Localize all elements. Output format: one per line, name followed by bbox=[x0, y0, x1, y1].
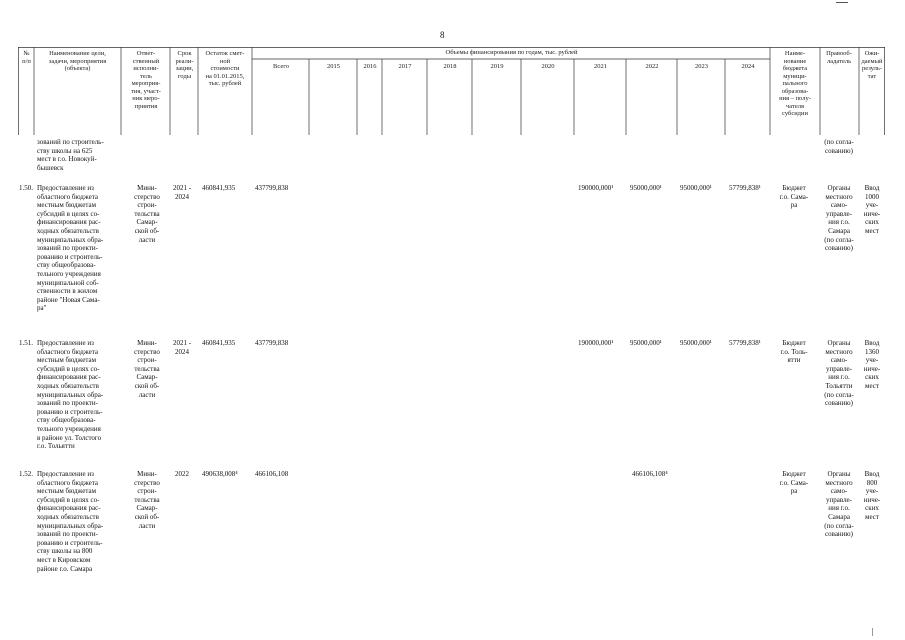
page-number: 8 bbox=[440, 30, 445, 40]
header-year-2017: 2017 bbox=[398, 63, 412, 70]
row-responsible: Мини- стерство строи- тельства Самар- ской об- ласти bbox=[134, 470, 160, 530]
row-responsible: Мини- стерство строи- тельства Самар- ской об- ласти bbox=[134, 184, 160, 244]
row-term: 2021 - 2024 bbox=[172, 184, 192, 201]
row-responsible: Мини- стерство строи- тельства Самар- ской об- ласти bbox=[134, 339, 160, 399]
scan-mark bbox=[836, 2, 848, 3]
header-year-2024: 2024 bbox=[741, 63, 755, 70]
row-2023: 95000,000¹ bbox=[680, 339, 712, 347]
row-name: Предоставление из областного бюджета местным бюджетам субсидий в целях со- финансирования рас- ходных обязательств муниципальных обра- зований по проекти- рованию и строитель- ству школы на 800 мест в Кировском районе г.о. Самара bbox=[37, 470, 104, 573]
header-number: № п/п bbox=[22, 50, 31, 65]
row-2023: 95000,000¹ bbox=[680, 184, 712, 192]
row-total: 437799,838 bbox=[255, 184, 289, 192]
continuation-holder: (по согла- сованию) bbox=[824, 138, 854, 155]
row-2022: 95000,000¹ bbox=[630, 184, 662, 192]
header-year-2023: 2023 bbox=[695, 63, 708, 70]
scan-mark bbox=[872, 628, 873, 636]
row-2022: 466106,108⁴ bbox=[632, 470, 668, 478]
row-number: 1.51. bbox=[19, 339, 33, 347]
row-2021: 190000,000¹ bbox=[578, 184, 614, 192]
header-total: Всего bbox=[273, 63, 289, 70]
header-name: Наименование цели, задачи, мероприятия (объекта) bbox=[48, 50, 107, 72]
header-result: Ожи- даемый резуль- тат bbox=[861, 50, 883, 80]
header-budget: Наиме- нование бюджета муници- пального образова- ния – полу- чателя субсидии bbox=[779, 50, 811, 117]
row-holder: Органы местного само- управле- ния г.о. Тольятти (по согла- сованию) bbox=[824, 339, 854, 408]
row-number: 1.52. bbox=[19, 470, 33, 478]
continuation-name: зований по строитель- ству школы на 625 мест в г.о. Новокуй- бышевск bbox=[37, 138, 104, 172]
header-year-2022: 2022 bbox=[645, 63, 659, 70]
row-result: Ввод 1360 уче- ниче- ских мест bbox=[863, 339, 881, 390]
row-2024: 57799,838¹ bbox=[729, 184, 761, 192]
header-year-2019: 2019 bbox=[490, 63, 504, 70]
row-balance: 460841,935 bbox=[202, 184, 236, 192]
row-result: Ввод 1000 уче- ниче- ских мест bbox=[863, 184, 881, 235]
row-budget: Бюджет г.о. Сама- ра bbox=[779, 470, 809, 496]
row-budget: Бюджет г.о. Толь- ятти bbox=[780, 339, 808, 365]
row-total: 466106,108 bbox=[255, 470, 289, 478]
header-term: Срок реали- зации, годы bbox=[175, 50, 194, 80]
row-2024: 57799,838¹ bbox=[729, 339, 761, 347]
row-holder: Органы местного само- управле- ния г.о. Самара (по согла- сованию) bbox=[824, 470, 854, 539]
row-balance: 460841,935 bbox=[202, 339, 236, 347]
header-year-2018: 2018 bbox=[443, 63, 457, 70]
header-year-2015: 2015 bbox=[327, 63, 340, 70]
header-holder: Правооб- ладатель bbox=[826, 50, 852, 65]
row-term: 2021 - 2024 bbox=[172, 339, 192, 356]
header-balance: Остаток смет- ной стоимости на 01.01.2015, тыс. рублей bbox=[205, 50, 245, 87]
header-year-2020: 2020 bbox=[541, 63, 555, 70]
row-term: 2022 bbox=[175, 470, 189, 478]
row-number: 1.50. bbox=[19, 184, 33, 192]
row-name: Предоставление из областного бюджета местным бюджетам субсидий в целях со- финансирования рас- ходных обязательств муниципальных обра- зований по проекти- рованию и строитель- ству общеобразова- тельного учреждения в районе ул. Толстого г.о. Тольятти bbox=[37, 339, 104, 451]
header-responsible: Ответ- ственный исполни- тель мероприя- тия, участ- ник меро- приятия bbox=[131, 50, 161, 110]
row-holder: Органы местного само- управле- ния г.о. Самара (по согла- сованию) bbox=[824, 184, 854, 253]
row-budget: Бюджет г.о. Сама- ра bbox=[779, 184, 809, 210]
row-2022: 95000,000¹ bbox=[630, 339, 662, 347]
row-name: Предоставление из областного бюджета местным бюджетам субсидий в целях со- финансирования рас- ходных обязательств муниципальных обра- зований по проекти- рованию и строитель- ству общеобразова- тельного учреждения муниципальной соб- ственности в жилом районе "Новая Сама- ра" bbox=[37, 184, 104, 313]
row-total: 437799,838 bbox=[255, 339, 289, 347]
row-result: Ввод 800 уче- ниче- ских мест bbox=[863, 470, 881, 521]
header-year-2016: 2016 bbox=[363, 63, 377, 70]
header-year-2021: 2021 bbox=[594, 63, 607, 70]
row-2021: 190000,000¹ bbox=[578, 339, 614, 347]
header-funding-group: Объемы финансирования по годам, тыс. рублей bbox=[445, 49, 578, 56]
row-balance: 490638,008⁴ bbox=[202, 470, 238, 478]
